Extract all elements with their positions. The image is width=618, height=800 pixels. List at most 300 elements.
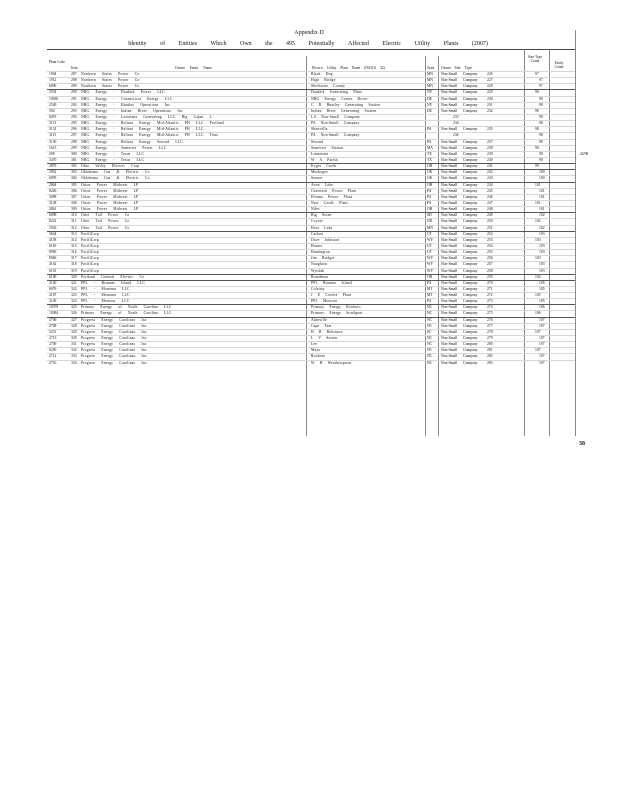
owner-entity-cell: Progress Energy Carolinas Inc — [81, 323, 147, 328]
state-cell: MA — [427, 145, 433, 150]
owner-entity-cell: Orion Power Midwest LP — [81, 194, 139, 199]
plant-code-cell: 1613 — [49, 145, 57, 150]
entity-count-cell: 98 — [535, 108, 539, 113]
item-cell: 330 — [71, 336, 77, 341]
owner-size-type-cell: Non-Small Company — [441, 354, 478, 359]
plant-name-cell: H B Robinson — [311, 329, 343, 334]
size-type-count-cell: 239 — [487, 151, 493, 156]
table-right-border — [575, 30, 576, 436]
plant-name-cell: Avon Lake — [311, 182, 334, 187]
state-cell: OH — [427, 182, 433, 187]
owner-entity-cell: Otter Tail Power Co — [81, 219, 130, 224]
plant-name-cell: Dave Johnston — [311, 237, 340, 242]
owner-entity-cell: Oklahoma Gas & Electric Co — [81, 176, 150, 181]
entity-count-cell: 98 — [535, 127, 539, 132]
state-cell: WY — [427, 237, 434, 242]
entity-count-cell: 97 — [535, 72, 539, 76]
state-cell: DE — [427, 108, 432, 113]
owner-size-type-cell: Non-Small Company — [441, 207, 478, 212]
owner-entity-cell: PacifiCorp — [81, 262, 99, 267]
item-cell: 333 — [71, 354, 77, 359]
plant-code-cell: 2876 — [49, 164, 57, 169]
size-type-count-cell: 256 — [487, 256, 493, 261]
title-word: Electric — [382, 41, 402, 47]
item-cell: 289 — [71, 84, 77, 89]
plant-name-cell: Mayo — [311, 348, 321, 353]
owner-entity-cell: Progress Energy Carolinas Inc — [81, 336, 147, 341]
title-word: Plants — [443, 41, 459, 47]
entity-count-cell: 99 — [535, 164, 539, 169]
size-type-count-cell: 249 — [487, 213, 493, 218]
plant-name-cell: W H Weatherspoon — [311, 360, 352, 365]
title-word: Entities — [178, 41, 198, 47]
plant-code-cell: 2712 — [49, 354, 57, 359]
item-cell: 306 — [71, 188, 77, 193]
size-type-count-cell: 259 — [487, 274, 493, 279]
state-cell: PA — [427, 188, 432, 193]
plant-code-cell: 3251 — [49, 329, 57, 334]
owner-entity-cell: PacifiCorp — [81, 256, 99, 261]
state-cell: MT — [427, 293, 433, 298]
margin-note: 24/98 — [580, 152, 589, 156]
plant-name-cell: Kyger Creek — [311, 164, 337, 169]
entity-count-cell: 100 — [539, 170, 545, 175]
state-cell: MN — [427, 72, 433, 76]
plant-code-cell: 6098 — [49, 213, 57, 218]
entity-count-cell: 98 — [535, 145, 539, 150]
owner-entity-cell: PPL - Montana LLC — [81, 293, 130, 298]
plant-name-cell: Elrama Power Plant — [311, 194, 353, 199]
owner-size-type-cell: Non-Small Company — [441, 231, 478, 236]
plant-code-cell: 6101 — [49, 268, 57, 273]
state-cell: NC — [427, 354, 433, 359]
item-cell: 315 — [71, 243, 77, 248]
entity-count-cell: 103 — [539, 231, 545, 236]
size-type-count-cell: 245 — [487, 188, 493, 193]
state-cell: NC — [427, 311, 433, 316]
item-cell: 299 — [71, 145, 77, 150]
state-cell: OK — [427, 170, 433, 175]
item-cell: 319 — [71, 268, 77, 273]
item-cell: 298 — [71, 139, 77, 144]
plant-code-cell: 3131 — [49, 127, 57, 132]
title-word: Identity — [128, 41, 147, 47]
state-cell: PA — [427, 200, 432, 205]
owner-size-type-cell: Non-Small Company — [441, 348, 478, 353]
entity-count-cell: 98 — [539, 133, 543, 138]
owner-entity-cell: PacifiCorp — [81, 237, 99, 242]
size-type-count-cell: 234 — [453, 121, 459, 126]
header-plant-name: Electric Utility Plant Name (NAICS 22) — [312, 66, 385, 70]
plant-name-cell: PPL Montour — [311, 299, 338, 304]
plant-code-cell: 6250 — [49, 348, 57, 353]
state-cell: PA — [427, 280, 432, 285]
owner-size-type-cell: Non-Small Company — [441, 317, 478, 322]
size-type-count-cell: 270 — [487, 280, 493, 285]
owner-entity-cell: NRG Energy - Louisiana Generating LLC Big Cajun 2 — [81, 114, 212, 119]
entity-count-cell: 106 — [539, 305, 545, 310]
size-type-count-cell: 252 — [487, 231, 493, 236]
size-type-count-cell: 229 — [487, 90, 493, 95]
item-cell: 303 — [71, 170, 77, 175]
entity-count-cell: 105 — [535, 293, 541, 298]
size-type-count-cell: 258 — [487, 268, 493, 273]
plant-name-cell: Colstrip — [311, 286, 325, 291]
item-cell: 311 — [71, 219, 77, 224]
owner-entity-cell: NRG Energy - Reliant Energy Seward LLC — [81, 139, 183, 144]
plant-code-cell: 6095 — [49, 176, 57, 181]
owner-entity-cell: NRG Energy - Somerset Power LLC — [81, 145, 167, 150]
item-cell: 313 — [71, 231, 77, 236]
title-word: Affected — [348, 41, 369, 47]
state-cell: NC — [427, 323, 433, 328]
owner-size-type-cell: Non-Small Company — [441, 237, 478, 242]
owner-size-type-cell: Non-Small Company — [441, 311, 478, 316]
owner-entity-cell: NRG Energy - Texas LLC — [81, 151, 145, 156]
item-cell: 296 — [71, 127, 77, 132]
entity-count-cell: 98 — [539, 151, 543, 156]
plant-code-cell: 3130 — [49, 139, 57, 144]
owner-entity-cell: PPL - Montana LLC — [81, 286, 130, 291]
size-type-count-cell: 273 — [487, 299, 493, 304]
state-cell: MN — [427, 84, 433, 89]
owner-size-type-cell: Non-Small Company — [441, 188, 478, 193]
state-cell: PA — [427, 299, 432, 304]
plant-name-cell: Muskogee — [311, 170, 328, 175]
item-cell: 318 — [71, 262, 77, 267]
size-type-count-cell: 275 — [487, 311, 493, 316]
plant-code-cell: 1904 — [49, 72, 57, 76]
owner-size-type-cell: Non-Small Company — [441, 96, 478, 101]
header-entity-count: Entity Count — [554, 61, 564, 69]
size-type-count-cell: 278 — [487, 329, 493, 334]
plant-name-cell: Jim Bridger — [311, 256, 335, 261]
item-cell: 288 — [71, 78, 77, 83]
owner-entity-cell: PacifiCorp — [81, 250, 99, 255]
size-type-count-cell: 243 — [487, 176, 493, 181]
item-cell: 314 — [71, 237, 77, 242]
page-number: 38 — [579, 441, 585, 447]
item-cell: 326 — [71, 311, 77, 316]
size-type-count-cell: 232 — [487, 108, 493, 113]
plant-name-cell: Hunter — [311, 243, 323, 248]
entity-count-cell: 98 — [539, 139, 543, 144]
owner-size-type-cell: Non-Small Company — [441, 274, 478, 279]
state-cell: TX — [427, 151, 432, 156]
item-cell: 312 — [71, 225, 77, 230]
entity-count-cell: 107 — [539, 354, 545, 359]
entity-count-cell: 98 — [539, 96, 543, 101]
state-cell: MT — [427, 286, 433, 291]
item-cell: 287 — [71, 72, 77, 76]
entity-count-cell: 103 — [539, 250, 545, 255]
entity-count-cell: 107 — [539, 336, 545, 341]
owner-entity-cell: Primary Energy of North Carolina LLC — [81, 305, 172, 310]
header-rule — [47, 49, 575, 50]
entity-count-cell: 97 — [539, 84, 543, 89]
owner-size-type-cell: Non-Small Company — [441, 151, 478, 156]
plant-name-cell: Black Dog — [311, 72, 333, 76]
size-type-count-cell: 254 — [487, 243, 493, 248]
plant-name-cell: LA Non-Small Company — [311, 114, 361, 119]
header-item: Item — [71, 66, 78, 70]
state-cell: PA — [427, 194, 432, 199]
state-cell: OH — [427, 207, 433, 212]
header-owner-size-type: Owner Size Type — [441, 66, 472, 70]
state-cell: OH — [427, 164, 433, 169]
plant-name-cell: Carbon — [311, 231, 324, 236]
entity-count-cell: 105 — [539, 286, 545, 291]
entity-count-cell: 98 — [539, 114, 543, 119]
size-type-count-cell: 279 — [487, 336, 493, 341]
entity-count-cell: 102 — [535, 219, 541, 224]
plant-code-cell: 3140 — [49, 280, 57, 285]
entity-count-cell: 98 — [539, 157, 543, 162]
owner-entity-cell: NRG Energy - Reliant Energy Mid-Atlantic PH LLC — [81, 127, 204, 132]
owner-size-type-cell: Non-Small Company — [441, 305, 478, 310]
owner-entity-cell: NRG Energy - Reliant Energy Mid-Atlantic PH LLC Titus — [81, 133, 219, 138]
state-cell: UT — [427, 231, 432, 236]
plant-name-cell: PA Non-Small Company — [311, 121, 360, 126]
table-title — [128, 41, 488, 48]
owner-size-type-cell: Non-Small Company — [441, 360, 478, 365]
size-type-count-cell: 227 — [487, 78, 493, 83]
size-type-count-cell: 248 — [487, 207, 493, 212]
owner-entity-cell: Northern States Power Co — [81, 84, 140, 89]
owner-entity-cell: Orion Power Midwest LP — [81, 188, 139, 193]
plant-code-cell: 3113 — [49, 121, 57, 126]
owner-entity-cell: Primary Energy of North Carolina LLC — [81, 311, 172, 316]
owner-size-type-cell: Non-Small Company — [441, 329, 478, 334]
item-cell: 331 — [71, 342, 77, 347]
owner-size-type-cell: Non-Small Company — [441, 342, 478, 347]
entity-count-cell: 107 — [535, 329, 541, 334]
size-type-count-cell: 228 — [487, 84, 493, 89]
owner-size-type-cell: Non-Small Company — [441, 256, 478, 261]
plant-code-cell: 2709 — [49, 342, 57, 347]
size-type-count-cell: 230 — [487, 96, 493, 101]
owner-size-type-cell: Non-Small Company — [441, 323, 478, 328]
plant-name-cell: Indian River Generating Station — [311, 108, 377, 113]
plant-name-cell: High Bridge — [311, 78, 336, 83]
size-type-count-cell: 253 — [487, 237, 493, 242]
size-type-count-cell: 257 — [487, 262, 493, 267]
plant-code-cell: 8069 — [49, 250, 57, 255]
owner-size-type-cell: Non-Small Company — [441, 286, 478, 291]
plant-name-cell: Dunkirk Generating Plant — [311, 90, 362, 95]
plant-name-cell: W A Parish — [311, 157, 338, 162]
entity-count-cell: 101 — [539, 194, 545, 199]
item-cell: 309 — [71, 207, 77, 212]
owner-size-type-cell: Non-Small Company — [441, 200, 478, 205]
owner-size-type-cell: Non-Small Company — [441, 108, 478, 113]
item-cell: 307 — [71, 194, 77, 199]
state-cell: NC — [427, 336, 433, 341]
appendix-title: Appendix D — [294, 30, 324, 36]
owner-size-type-cell: Non-Small Company — [441, 280, 478, 285]
plant-code-cell: 8222 — [49, 219, 57, 224]
owner-entity-cell: Progress Energy Carolinas Inc — [81, 329, 147, 334]
item-cell: 297 — [71, 133, 77, 138]
plant-name-cell: Niles — [311, 207, 320, 212]
owner-size-type-cell: Non-Small Company — [441, 157, 478, 162]
state-cell: WY — [427, 256, 434, 261]
plant-code-cell: 3470 — [49, 157, 57, 162]
item-cell: 316 — [71, 250, 77, 255]
owner-entity-cell: NRG Energy - Indian River Operations Inc — [81, 108, 183, 113]
size-type-count-cell: 281 — [487, 348, 493, 353]
owner-entity-cell: Orion Power Midwest LP — [81, 207, 139, 212]
size-type-count-cell: 231 — [487, 102, 493, 107]
title-word: (2007) — [471, 41, 488, 47]
plant-name-cell: Primary Energy Roxboro — [311, 305, 361, 310]
plant-code-cell: 2706 — [49, 317, 57, 322]
size-type-count-cell: 233 — [453, 114, 459, 119]
state-cell: ND — [427, 219, 433, 224]
plant-name-cell: Boardman — [311, 274, 328, 279]
owner-entity-cell: Oklahoma Gas & Electric Co — [81, 170, 150, 175]
plant-name-cell: Sherburne County — [311, 84, 346, 89]
owner-entity-cell: PacifiCorp — [81, 231, 99, 236]
owner-size-type-cell: Non-Small Company — [441, 213, 478, 218]
owner-entity-cell: Progress Energy Carolinas Inc — [81, 354, 147, 359]
owner-entity-cell: NRG Energy - Connecticut Energy LLC — [81, 96, 173, 101]
plant-code-cell: 6076 — [49, 286, 57, 291]
plant-name-cell: Primary Energy Southport — [311, 311, 363, 316]
item-cell: 321 — [71, 280, 77, 285]
owner-entity-cell: NRG Energy - Huntley Operations Inc — [81, 102, 170, 107]
size-type-count-cell: 277 — [487, 323, 493, 328]
entity-count-cell: 103 — [539, 243, 545, 248]
owner-size-type-cell: Non-Small Company — [441, 336, 478, 341]
title-word: the — [265, 41, 273, 47]
owner-entity-cell: PacifiCorp — [81, 243, 99, 248]
plant-name-cell: New Castle Plant — [311, 200, 348, 205]
title-word: Utility — [414, 41, 431, 47]
plant-name-cell: Big Stone — [311, 213, 332, 218]
plant-name-cell: Seward — [311, 139, 324, 144]
entity-count-cell: 101 — [539, 207, 545, 212]
item-cell: 305 — [71, 182, 77, 187]
entity-count-cell: 98 — [539, 102, 543, 107]
state-cell: UT — [427, 250, 432, 255]
plant-code-cell: 2864 — [49, 182, 57, 187]
plant-name-cell: Coyote — [311, 219, 323, 224]
title-word: Own — [240, 41, 252, 47]
plant-code-cell: 3138 — [49, 200, 57, 205]
entity-count-cell: 107 — [539, 323, 545, 328]
size-type-count-cell: 255 — [487, 250, 493, 255]
state-cell: PA — [427, 139, 432, 144]
plant-name-cell: Lee — [311, 342, 318, 347]
item-cell: 317 — [71, 256, 77, 261]
owner-entity-cell: Ohio Valley Electric Corp — [81, 164, 140, 169]
size-type-count-cell: 242 — [487, 170, 493, 175]
entity-count-cell: 107 — [539, 360, 545, 365]
size-type-count-cell: 251 — [487, 225, 493, 230]
size-type-count-cell: 236 — [453, 133, 459, 138]
plant-name-cell: PPL Brunner Island — [311, 280, 352, 285]
title-word: Potentially — [308, 41, 335, 47]
size-type-count-cell: 241 — [487, 164, 493, 169]
state-cell: MN — [427, 78, 433, 83]
owner-entity-cell: Northern States Power Co — [81, 78, 140, 83]
owner-entity-cell: Portland General Electric Co — [81, 274, 145, 279]
state-cell: NC — [427, 305, 433, 310]
item-cell: 328 — [71, 323, 77, 328]
state-cell: OK — [427, 176, 433, 181]
entity-count-cell: 106 — [535, 311, 541, 316]
item-cell: 291 — [71, 96, 77, 101]
owner-entity-cell: Progress Energy Carolinas Inc — [81, 348, 147, 353]
state-cell: TX — [427, 157, 432, 162]
title-word: of — [160, 41, 166, 47]
owner-entity-cell: PPL - Montour LLC — [81, 299, 130, 304]
state-cell: WY — [427, 262, 434, 267]
size-type-count-cell: 238 — [487, 145, 493, 150]
plant-name-cell: Cheswick Power Plant — [311, 188, 357, 193]
owner-size-type-cell: Non-Small Company — [441, 164, 478, 169]
plant-name-cell: Wyodak — [311, 268, 325, 273]
size-type-count-cell: 274 — [487, 305, 493, 310]
entity-count-cell: 103 — [539, 268, 545, 273]
item-cell: 301 — [71, 157, 77, 162]
state-cell: SD — [427, 213, 432, 218]
owner-size-type-cell: Non-Small Company — [441, 127, 478, 132]
state-cell: NC — [427, 360, 433, 365]
owner-entity-cell: PPL - Brunner Island LLC — [81, 280, 145, 285]
entity-count-cell: 107 — [539, 342, 545, 347]
state-cell: WY — [427, 268, 434, 273]
owner-entity-cell: Progress Energy Carolinas Inc — [81, 342, 147, 347]
owner-size-type-cell: Non-Small Company — [441, 182, 478, 187]
item-cell: 293 — [71, 108, 77, 113]
plant-name-cell: Limestone — [311, 151, 329, 156]
owner-entity-cell: Orion Power Midwest LP — [81, 182, 139, 187]
entity-count-cell: 98 — [535, 90, 539, 95]
item-cell: 302 — [71, 164, 77, 169]
owner-size-type-cell: Non-Small Company — [441, 268, 478, 273]
entity-count-cell: 102 — [539, 213, 545, 218]
item-cell: 323 — [71, 293, 77, 298]
plant-code-cell: 6106 — [49, 274, 57, 279]
plant-code-cell: 2549 — [49, 102, 57, 107]
plant-code-cell: 2708 — [49, 323, 57, 328]
owner-size-type-cell: Non-Small Company — [441, 176, 478, 181]
item-cell: 324 — [71, 299, 77, 304]
plant-code-cell: 8066 — [49, 256, 57, 261]
plant-code-cell: 6055 — [49, 114, 57, 119]
plant-name-cell: Cape Fear — [311, 323, 332, 328]
plant-name-cell: Hoot Lake — [311, 225, 333, 230]
plant-code-cell: 2952 — [49, 170, 57, 175]
entity-count-cell: 103 — [535, 256, 541, 261]
header-state: State — [427, 66, 435, 70]
plant-code-cell: 4158 — [49, 237, 57, 242]
item-cell: 294 — [71, 114, 77, 119]
plant-code-cell: 1912 — [49, 78, 57, 83]
size-type-count-cell: 226 — [487, 72, 493, 76]
owner-size-type-cell: Non-Small Company — [441, 225, 478, 230]
owner-entity-cell: NRG Energy - Reliant Energy Mid-Atlantic PH LLC Portland — [81, 121, 224, 126]
entity-count-cell: 107 — [535, 348, 541, 353]
plant-name-cell: Huntington — [311, 250, 330, 255]
owner-size-type-cell: Non-Small Company — [441, 170, 478, 175]
table-row — [47, 360, 575, 366]
owner-entity-cell: Otter Tail Power Co — [81, 213, 130, 218]
plant-code-cell: 2861 — [49, 207, 57, 212]
item-cell: 300 — [71, 151, 77, 156]
